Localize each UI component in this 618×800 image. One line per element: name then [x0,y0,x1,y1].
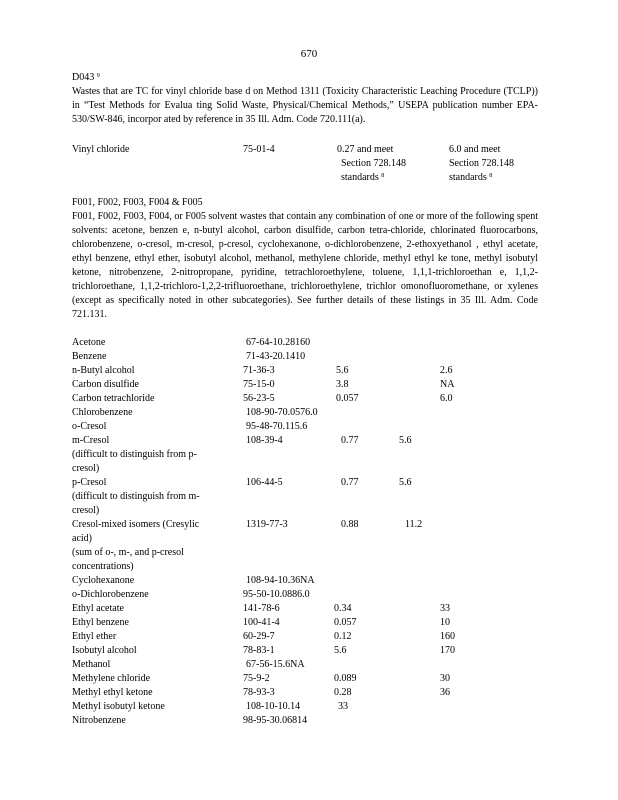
table-row-name: o-Dichlorobenzene [72,589,149,600]
table-row-cas: 67-56-15.6NA [246,659,305,670]
table-row-name: Carbon tetrachloride [72,393,155,404]
table-row-cas: 100-41-4 [243,617,280,628]
vinyl-chloride-cas: 75-01-4 [243,144,275,155]
table-row-nww: NA [440,379,455,390]
table-row-note: (difficult to distinguish from p- [72,449,197,460]
table-row-name: Cresol-mixed isomers (Cresylic [72,519,200,530]
table-row-nww: 6.0 [440,393,453,404]
table-row-ww: 5.6 [336,365,349,376]
table-row-name: Cyclohexanone [72,575,135,586]
table-row-note: concentrations) [72,561,134,572]
table-row-name: m-Cresol [72,435,110,446]
table-row-note: (difficult to distinguish from m- [72,491,200,502]
vinyl-chloride-nww-3: standards $^8$ [449,172,493,183]
table-row-name: n-Butyl alcohol [72,365,135,376]
table-row-cas: 108-90-70.0576.0 [246,407,318,418]
table-row-ww: 0.88 [341,519,359,530]
table-row-nww: 2.6 [440,365,453,376]
table-row-cas: 78-83-1 [243,645,275,656]
table-row-note: (sum of o-, m-, and p-cresol [72,547,184,558]
table-row-cas: 95-48-70.115.6 [246,421,308,432]
vinyl-chloride-nww-1: 6.0 and meet [449,144,501,155]
table-row-nww: 36 [440,687,450,698]
table-row-cas: 78-93-3 [243,687,275,698]
table-row-ww: 0.77 [341,435,359,446]
vinyl-chloride-ww-1: 0.27 and meet [337,144,394,155]
table-row-nww: 30 [440,673,450,684]
table-row-cas: 71-43-20.1410 [246,351,306,362]
table-row-name: Isobutyl alcohol [72,645,137,656]
table-row-note: cresol) [72,505,100,516]
table-row-cas: 106-44-5 [246,477,283,488]
table-row-cas: 95-50-10.0886.0 [243,589,310,600]
table-row-cas: 67-64-10.28160 [246,337,311,348]
vinyl-chloride-ww-2: Section 728.148 [341,158,406,169]
table-row-cas: 141-78-6 [243,603,280,614]
table-row-cas: 108-94-10.36NA [246,575,315,586]
table-row-name: o-Cresol [72,421,107,432]
table-row-ww: 0.28 [334,687,352,698]
table-row-name: Chlorobenzene [72,407,133,418]
table-row-nww: 11.2 [405,519,423,530]
table-row-cas: 71-36-3 [243,365,275,376]
table-row-cas: 75-9-2 [243,673,270,684]
table-row-cas: 75-15-0 [243,379,275,390]
table-row-name: Nitrobenzene [72,715,126,726]
d043-description: Wastes that are TC for vinyl chloride base d on Method 1311 (Toxicity Characteristic Leaching Procedure (TCLP)) in “Test Methods for Evalua ting Solid Waste, Physical/Chemical Methods,” USEPA publication number EPA-530/SW-846, incorpor ated by reference in 35 Ill. Adm. Code 720.111(a). [72,86,538,125]
table-row-nww: 10 [440,617,450,628]
table-row-name: Acetone [72,337,106,348]
table-row-note: cresol) [72,463,100,474]
table-row-note: acid) [72,533,92,544]
table-row-cas: 108-39-4 [246,435,283,446]
d043-code: D043 $^9$ [72,72,100,83]
table-row-ww: 5.6 [334,645,347,656]
page-number: 670 [300,48,318,60]
table-row-ww: 0.057 [336,393,359,404]
table-row-cas: 1319-77-3 [246,519,288,530]
table-row-ww: 0.77 [341,477,359,488]
f001-description: F001, F002, F003, F004, or F005 solvent wastes that contain any combination of one or more of the following spent solvents: acetone, benzen e, n-butyl alcohol, carbon disulfide, carbon tetra-chloride, chlorinated fluorocarbons, chlorobenzene, o-cresol, m-cresol, p-cresol, cyclohexanone, o-dichlorobenzene, 2-ethoxyethanol , ethyl acetate, ethyl benzene, ethyl ether, isobutyl alcohol, methanol, methylene chloride, methyl ethyl ke tone, methyl isobutyl ketone, nitrobenzene, 2-nitropropane, pyridine, tetrachloroethylene, toluene, 1,1,1-trichloroethan e, 1,1,2-trichloroethane, 1,1,2-trichloro-1,2,2-trifluoroethane, trichloroethylene, trichlor omonofluoromethane, or xylenes (except as specifically noted in other subcategories). See further details of these listings in 35 Ill. Adm. Code 721.131. [72,211,538,320]
table-row-name: Methyl isobutyl ketone [72,701,165,712]
table-row-name: Ethyl acetate [72,603,124,614]
table-row-nww: 170 [440,645,455,656]
table-row-name: Ethyl benzene [72,617,129,628]
table-row-name: Benzene [72,351,107,362]
table-row-name: Ethyl ether [72,631,117,642]
table-row-name: p-Cresol [72,477,107,488]
vinyl-chloride-name: Vinyl chloride [72,144,130,155]
table-row-nww: 33 [440,603,450,614]
table-row-name: Methylene chloride [72,673,151,684]
table-row-nww: 5.6 [399,435,412,446]
table-row-ww: 0.089 [334,673,357,684]
table-row-cas: 60-29-7 [243,631,275,642]
table-row-ww: 0.057 [334,617,357,628]
vinyl-chloride-nww-2: Section 728.148 [449,158,514,169]
table-row-name: Methanol [72,659,111,670]
table-row-cas: 108-10-10.14 [246,701,301,712]
table-row-cas: 98-95-30.06814 [243,715,308,726]
table-row-ww: 33 [338,701,348,712]
table-row-name: Carbon disulfide [72,379,139,390]
table-row-name: Methyl ethyl ketone [72,687,153,698]
table-row-ww: 0.12 [334,631,352,642]
table-row-ww: 3.8 [336,379,349,390]
table-row-nww: 5.6 [399,477,412,488]
f001-header: F001, F002, F003, F004 & F005 [72,197,203,208]
table-row-nww: 160 [440,631,455,642]
table-row-ww: 0.34 [334,603,352,614]
table-row-cas: 56-23-5 [243,393,275,404]
vinyl-chloride-ww-3: standards $^8$ [341,172,385,183]
